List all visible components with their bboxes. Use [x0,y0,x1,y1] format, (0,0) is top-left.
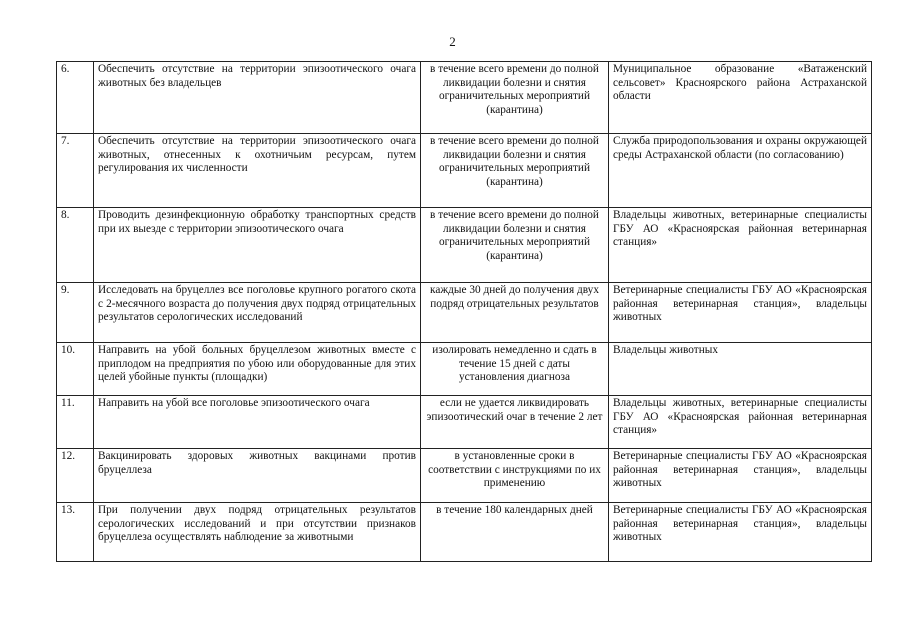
row-number: 6. [57,62,94,134]
measure-text: При получении двух подряд отрицательных результатов серологических исследований и при отсутствии признаков бруцеллеза осуществлять наблюдение за животными [94,503,421,562]
page-number: 2 [449,34,456,49]
term-text: в установленные сроки в соответствии с инструкциями по их применению [421,449,609,503]
table-row [57,62,872,134]
measure-text: Обеспечить отсутствие на территории эпизоотического очага животных, отнесенных к охотничьим ресурсам, путем регулирования их численности [94,134,421,208]
table-row [57,449,872,503]
term-text: в течение 180 календарных дней [421,503,609,562]
responsible-text: Ветеринарные специалисты ГБУ АО «Красноярская районная ветеринарная станция», владельцы животных [609,449,872,503]
table-row [57,208,872,283]
responsible-text: Ветеринарные специалисты ГБУ АО «Красноярская районная ветеринарная станция», владельцы животных [609,503,872,562]
measure-text: Проводить дезинфекционную обработку транспортных средств при их выезде с территории эпизоотического очага [94,208,421,283]
measure-text: Обеспечить отсутствие на территории эпизоотического очага животных без владельцев [94,62,421,134]
row-number: 11. [57,396,94,449]
term-text: в течение всего времени до полной ликвидации болезни и снятия ограничительных мероприятий (карантина) [421,134,609,208]
term-text: в течение всего времени до полной ликвидации болезни и снятия ограничительных мероприятий (карантина) [421,62,609,134]
responsible-text: Служба природопользования и охраны окружающей среды Астраханской области (по согласованию) [609,134,872,208]
responsible-text: Муниципальное образование «Ватаженский сельсовет» Красноярского района Астраханской области [609,62,872,134]
measures-table [56,61,872,562]
responsible-text: Владельцы животных, ветеринарные специалисты ГБУ АО «Красноярская районная ветеринарная станция» [609,208,872,283]
measure-text: Направить на убой все поголовье эпизоотического очага [94,396,421,449]
table-row [57,134,872,208]
responsible-text: Ветеринарные специалисты ГБУ АО «Красноярская районная ветеринарная станция», владельцы животных [609,283,872,343]
measure-text: Исследовать на бруцеллез все поголовье крупного рогатого скота с 2-месячного возраста до получения двух подряд отрицательных результатов серологических исследований [94,283,421,343]
table-row [57,343,872,396]
responsible-text: Владельцы животных, ветеринарные специалисты ГБУ АО «Красноярская районная ветеринарная станция» [609,396,872,449]
row-number: 8. [57,208,94,283]
table-row [57,503,872,562]
term-text: в течение всего времени до полной ликвидации болезни и снятия ограничительных мероприятий (карантина) [421,208,609,283]
row-number: 10. [57,343,94,396]
row-number: 9. [57,283,94,343]
measure-text: Вакцинировать здоровых животных вакцинами против бруцеллеза [94,449,421,503]
row-number: 12. [57,449,94,503]
term-text: изолировать немедленно и сдать в течение 15 дней с даты установления диагноза [421,343,609,396]
table-row [57,396,872,449]
row-number: 7. [57,134,94,208]
term-text: каждые 30 дней до получения двух подряд отрицательных результатов [421,283,609,343]
row-number: 13. [57,503,94,562]
term-text: если не удается ликвидировать эпизоотический очаг в течение 2 лет [421,396,609,449]
table-row [57,283,872,343]
measure-text: Направить на убой больных бруцеллезом животных вместе с приплодом на предприятия по убою или оборудованные для этих целей убойные пункты (площадки) [94,343,421,396]
responsible-text: Владельцы животных [609,343,872,396]
